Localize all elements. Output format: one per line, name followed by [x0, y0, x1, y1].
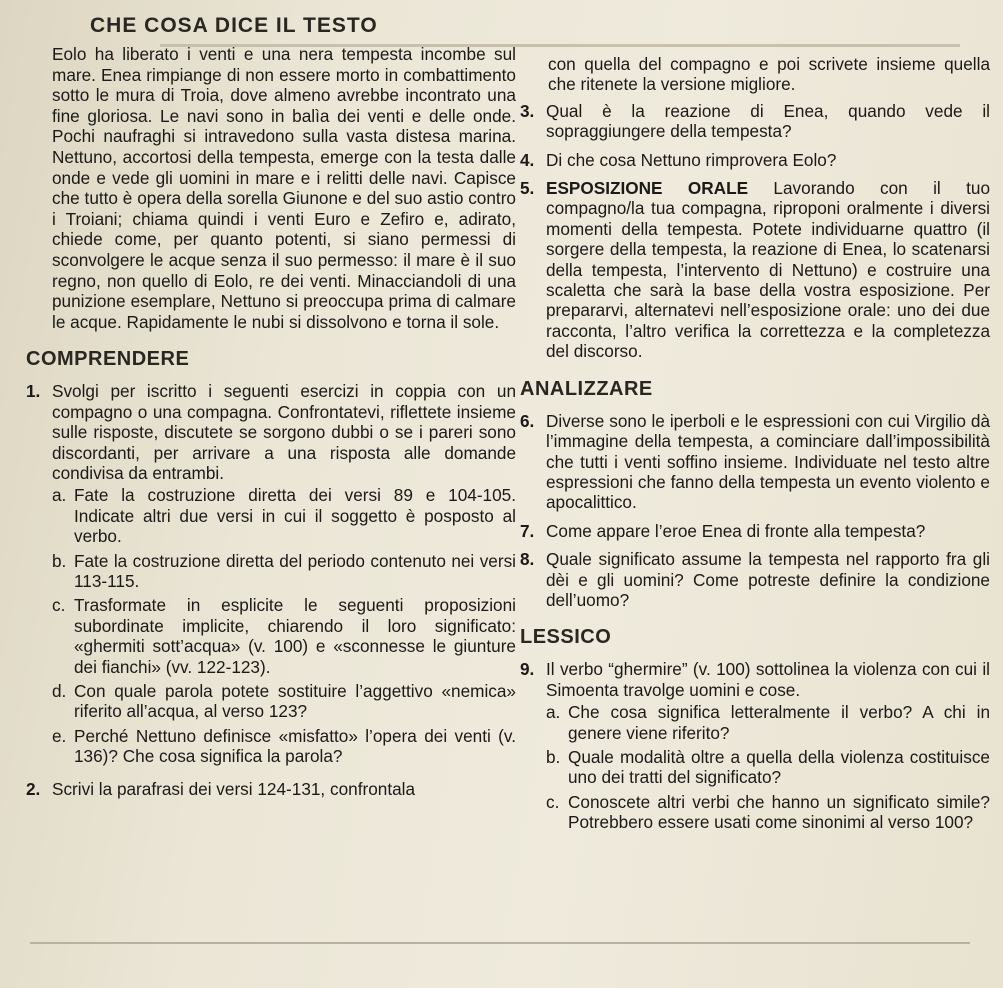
- exercise-7: [520, 521, 990, 541]
- item-letter: c.: [546, 791, 560, 812]
- left-column: [26, 14, 516, 807]
- exercise-9-item-b: [546, 747, 990, 788]
- exercise-3-text: Qual è la reazione di Enea, quando vede il sopraggiungere della tempesta?: [546, 100, 990, 142]
- section-heading-comprendere: COMPRENDERE: [26, 348, 190, 371]
- item-text: Perché Nettuno definisce «misfatto» l’opera dei venti (v. 136)? Che cosa significa la parola?: [74, 725, 516, 767]
- exercise-8: [520, 549, 990, 610]
- right-column: [520, 54, 990, 845]
- summary-text: Eolo ha liberato i venti e una nera tempesta incombe sul mare. Enea rimpiange di non essere morto in combattimento sotto le mura di Troia, dove almeno avrebbe incontrato una fine gloriosa. Le navi sono in balìa dei venti e delle onde. Pochi naufraghi si intravedono sulla vasta distesa marina. Nettuno, accortosi della tempesta, emerge con la testa dalle onde e vede gli uomini in mare e i relitti delle navi. Capisce che tutto è opera della sorella Giunone e del suo astio contro i Troiani; chiama quindi i venti Euro e Zefiro e, adirato, chiede come, per quanto potenti, si siano permessi di sconvolgere le acque senza il suo permesso: il mare è il suo regno, non quello di Eolo, re dei venti. Minacciandoli di una punizione esemplare, Nettuno si preoccupa prima di calmare le acque. Rapidamente le nubi si dissolvono e torna il sole.: [52, 44, 516, 332]
- item-letter: d.: [52, 681, 67, 701]
- exercise-1-item-d: [52, 681, 516, 722]
- item-text: Fate la costruzione diretta del periodo contenuto nei versi 113-115.: [74, 550, 516, 591]
- exercise-9-item-c: [546, 792, 990, 833]
- exercise-9-intro: Il verbo “ghermire” (v. 100) sottolinea la violenza con cui il Simoenta travolge uomini e cose.: [546, 659, 990, 700]
- item-text: Trasformate in esplicite le seguenti proposizioni subordinate implicite, chiarendo il loro significato: «ghermiti sott’acqua» (v. 100) e «sconnesse le giunture dei fianchi» (vv. 122-123).: [74, 595, 516, 677]
- item-letter: e.: [52, 725, 67, 746]
- exercise-1-item-b: [52, 551, 516, 592]
- exercise-number: 1.: [26, 381, 41, 402]
- exercise-5: [520, 178, 990, 362]
- exercise-3: [520, 101, 990, 142]
- section-heading-analizzare: ANALIZZARE: [520, 377, 653, 400]
- exercise-6: [520, 411, 990, 513]
- item-text: Con quale parola potete sostituire l’aggettivo «nemica» riferito all’acqua, al verso 123?: [74, 681, 516, 722]
- exercise-9: [520, 659, 990, 836]
- exercise-5-lead: ESPOSIZIONE ORALE: [546, 178, 749, 199]
- item-letter: b.: [546, 746, 561, 767]
- exercise-number: 9.: [520, 659, 535, 680]
- exercise-number: 7.: [520, 520, 535, 541]
- item-letter: a.: [546, 702, 561, 723]
- exercise-1-item-a: [52, 485, 516, 546]
- exercise-2-continuation: con quella del compagno e poi scrivete insieme quella che ritenete la versione migliore.: [548, 54, 990, 95]
- exercise-2-text: Scrivi la parafrasi dei versi 124-131, confrontala: [52, 778, 416, 799]
- exercise-1: [26, 381, 516, 770]
- exercise-number: 2.: [26, 778, 41, 799]
- item-letter: c.: [52, 595, 66, 616]
- item-letter: b.: [52, 550, 67, 571]
- exercise-number: 5.: [520, 178, 535, 199]
- bottom-divider: [30, 942, 970, 944]
- exercise-1-item-c: [52, 595, 516, 677]
- item-text: Conoscete altri verbi che hanno un significato simile? Potrebbero essere usati come sinonimi al verso 100?: [568, 791, 990, 833]
- exercise-8-text: Quale significato assume la tempesta nel rapporto fra gli dèi e gli uomini? Come potreste definire la condizione dell’uomo?: [546, 549, 990, 610]
- item-text: Quale modalità oltre a quella della violenza costituisce uno dei tratti del significato?: [568, 746, 990, 788]
- exercise-4-text: Di che cosa Nettuno rimprovera Eolo?: [546, 149, 837, 170]
- item-letter: a.: [52, 485, 67, 506]
- exercise-1-item-e: [52, 726, 516, 767]
- exercise-6-text: Diverse sono le iperboli e le espressioni con cui Virgilio dà l’immagine della tempesta, a cominciare dall’impossibilità che tutti i venti soffino insieme. Individuate nel testo altre espressioni che fanno della tempesta un evento violento e apocalittico.: [546, 410, 990, 513]
- exercise-number: 3.: [520, 100, 535, 121]
- page-title: CHE COSA DICE IL TESTO: [90, 14, 378, 37]
- exercise-7-text: Come appare l’eroe Enea di fronte alla tempesta?: [546, 520, 926, 541]
- exercise-5-text: Lavorando con il tuo compagno/la tua compagna, riproponi oralmente i diversi momenti della tempesta. Potete individuarne quattro (il sorgere della tempesta, la reazione di Enea, lo scatenarsi della tempesta, l’intervento di Nettuno) e costruire una scaletta che sarà la base della vostra esposizione. Per prepararvi, alternatevi nell’esposizione orale: uno dei due racconta, l’altro verifica la correttezza e la completezza del discorso.: [546, 178, 990, 362]
- exercise-number: 8.: [520, 549, 535, 570]
- section-heading-lessico: LESSICO: [520, 626, 612, 649]
- item-text: Che cosa significa letteralmente il verbo? A chi in genere viene riferito?: [568, 702, 990, 743]
- exercise-1-intro: Svolgi per iscritto i seguenti esercizi in coppia con un compagno o una compagna. Confrontatevi, riflettete insieme sulle risposte, discutete se sorgono dubbi o se i pareri sono discordanti, per arrivare a una risposta alle domande condivisa da entrambi.: [52, 381, 516, 483]
- exercise-2: [26, 779, 516, 799]
- exercise-4: [520, 150, 990, 170]
- exercise-number: 6.: [520, 410, 535, 431]
- exercise-number: 4.: [520, 149, 535, 170]
- item-text: Fate la costruzione diretta dei versi 89 e 104-105. Indicate altri due versi in cui il soggetto è posposto al verbo.: [74, 485, 516, 547]
- exercise-9-item-a: [546, 702, 990, 743]
